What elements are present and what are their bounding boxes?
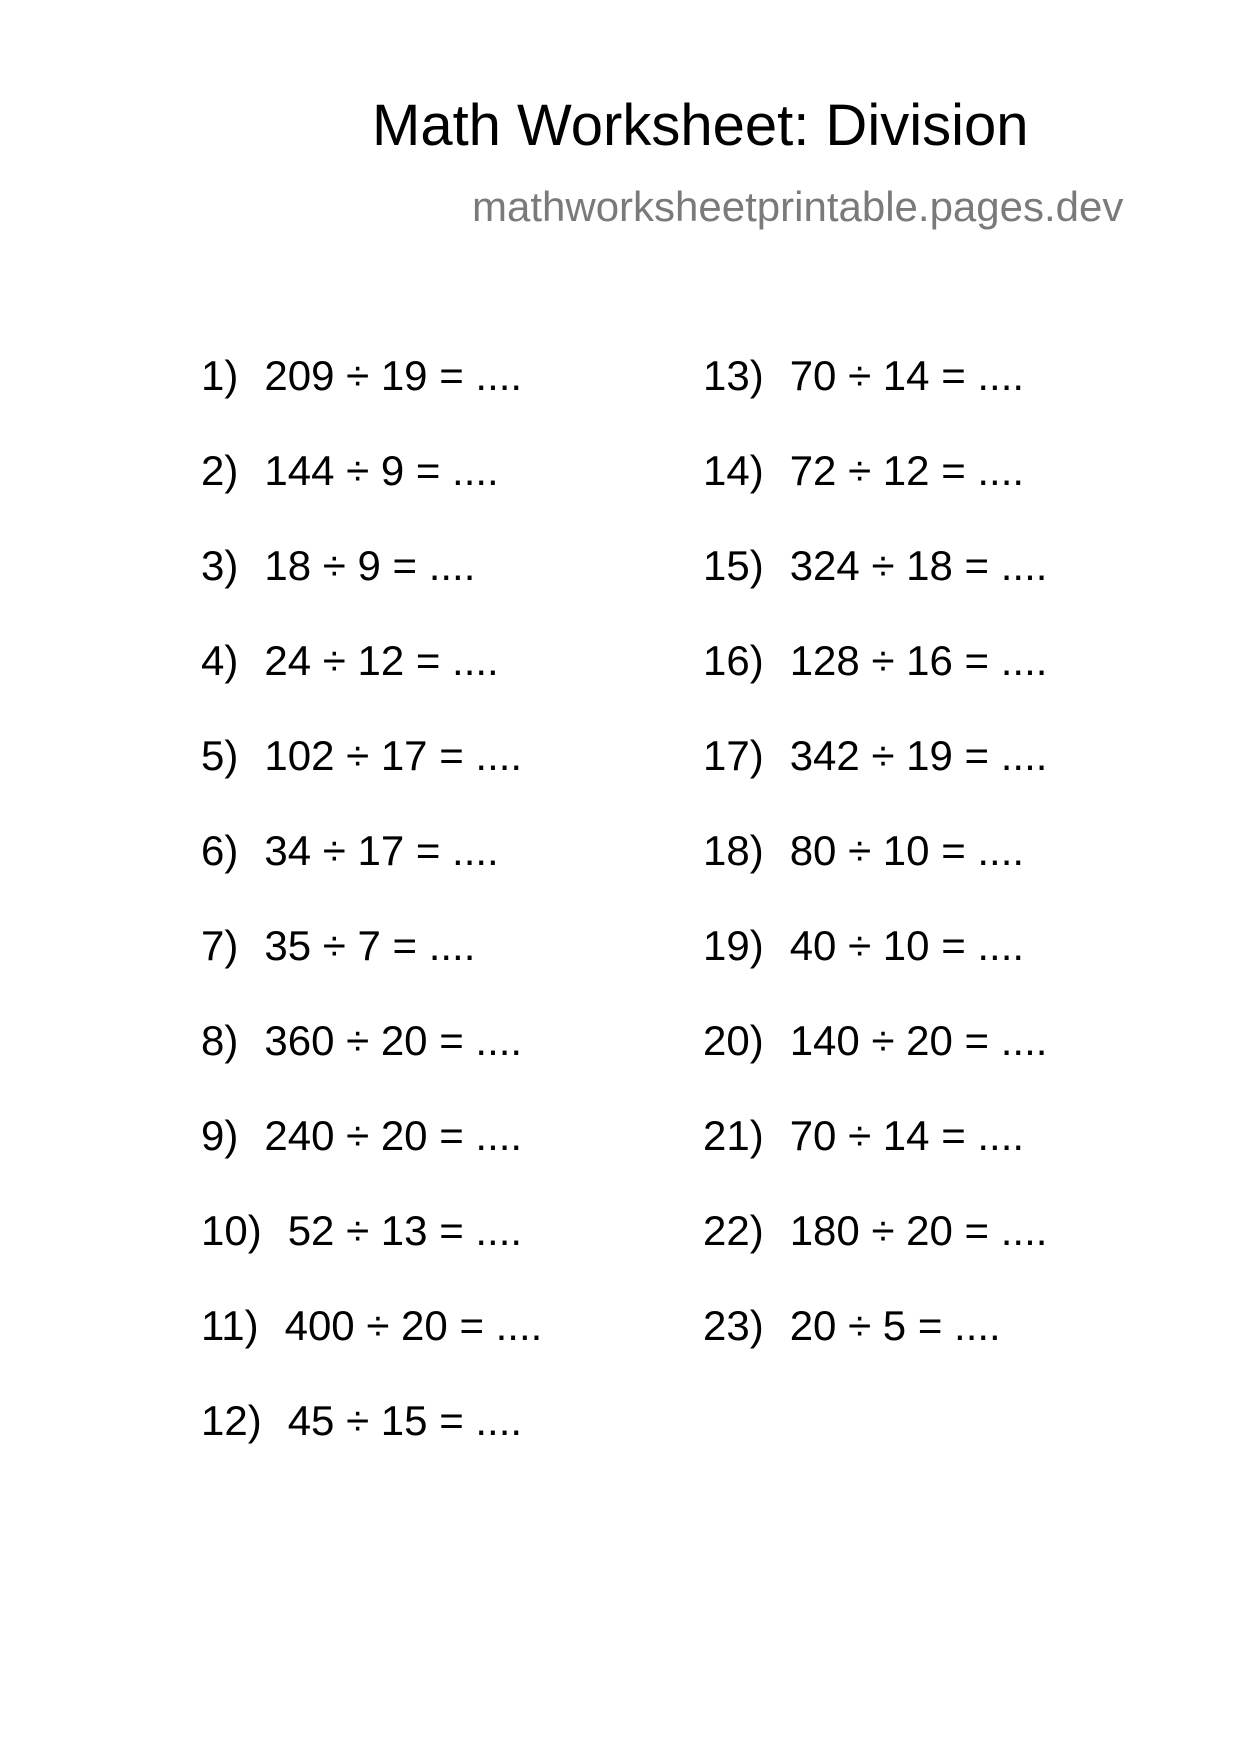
problem-number: 17) bbox=[703, 732, 764, 779]
problem-expression: 70 ÷ 14 = .... bbox=[789, 352, 1025, 399]
problem-item bbox=[201, 542, 476, 589]
problem-item bbox=[201, 1302, 543, 1349]
problem-number: 7) bbox=[201, 922, 239, 969]
problem-item bbox=[201, 1112, 523, 1159]
problem-expression: 18 ÷ 9 = .... bbox=[264, 542, 476, 589]
source-url: mathworksheetprintable.pages.dev bbox=[472, 183, 1124, 230]
problem-expression: 40 ÷ 10 = .... bbox=[789, 922, 1025, 969]
problem-number: 18) bbox=[703, 827, 764, 874]
problem-expression: 180 ÷ 20 = .... bbox=[789, 1207, 1048, 1254]
problem-expression: 144 ÷ 9 = .... bbox=[264, 447, 499, 494]
problem-item bbox=[201, 732, 523, 779]
problem-item bbox=[201, 447, 499, 494]
problem-expression: 34 ÷ 17 = .... bbox=[264, 827, 499, 874]
problem-expression: 45 ÷ 15 = .... bbox=[287, 1397, 523, 1444]
problem-number: 16) bbox=[703, 637, 764, 684]
problem-item bbox=[201, 352, 523, 399]
problem-item bbox=[703, 637, 1048, 684]
problem-number: 13) bbox=[703, 352, 764, 399]
problem-number: 21) bbox=[703, 1112, 764, 1159]
problem-number: 19) bbox=[703, 922, 764, 969]
problem-item bbox=[703, 1017, 1048, 1064]
problem-expression: 52 ÷ 13 = .... bbox=[287, 1207, 523, 1254]
problem-item bbox=[201, 922, 476, 969]
problem-item bbox=[201, 637, 499, 684]
problem-number: 1) bbox=[201, 352, 239, 399]
problem-item bbox=[703, 1302, 1001, 1349]
problem-expression: 140 ÷ 20 = .... bbox=[789, 1017, 1048, 1064]
problem-item bbox=[703, 732, 1048, 779]
problem-number: 5) bbox=[201, 732, 239, 779]
problem-item bbox=[703, 542, 1048, 589]
problem-expression: 72 ÷ 12 = .... bbox=[789, 447, 1025, 494]
problem-item bbox=[703, 1112, 1025, 1159]
problem-number: 11) bbox=[201, 1302, 259, 1349]
problem-expression: 35 ÷ 7 = .... bbox=[264, 922, 476, 969]
problem-number: 3) bbox=[201, 542, 239, 589]
problem-number: 6) bbox=[201, 827, 239, 874]
problem-expression: 240 ÷ 20 = .... bbox=[264, 1112, 523, 1159]
problem-number: 4) bbox=[201, 637, 239, 684]
problem-number: 2) bbox=[201, 447, 239, 494]
problem-item bbox=[201, 827, 499, 874]
problem-expression: 360 ÷ 20 = .... bbox=[264, 1017, 523, 1064]
worksheet-title: Math Worksheet: Division bbox=[372, 93, 1029, 158]
problem-number: 9) bbox=[201, 1112, 239, 1159]
problem-expression: 400 ÷ 20 = .... bbox=[284, 1302, 543, 1349]
problem-number: 14) bbox=[703, 447, 764, 494]
problem-item bbox=[703, 827, 1025, 874]
problem-number: 22) bbox=[703, 1207, 764, 1254]
problem-number: 12) bbox=[201, 1397, 262, 1444]
problem-item bbox=[703, 922, 1025, 969]
problem-item bbox=[703, 447, 1025, 494]
problem-number: 10) bbox=[201, 1207, 262, 1254]
problem-item bbox=[201, 1397, 523, 1444]
problem-expression: 342 ÷ 19 = .... bbox=[789, 732, 1048, 779]
problem-expression: 20 ÷ 5 = .... bbox=[789, 1302, 1001, 1349]
problem-expression: 70 ÷ 14 = .... bbox=[789, 1112, 1025, 1159]
problem-item bbox=[703, 1207, 1048, 1254]
problem-item bbox=[703, 352, 1025, 399]
problem-expression: 128 ÷ 16 = .... bbox=[789, 637, 1048, 684]
problem-expression: 80 ÷ 10 = .... bbox=[789, 827, 1025, 874]
problem-number: 23) bbox=[703, 1302, 764, 1349]
problem-item bbox=[201, 1017, 523, 1064]
problem-expression: 324 ÷ 18 = .... bbox=[789, 542, 1048, 589]
problem-number: 20) bbox=[703, 1017, 764, 1064]
problem-number: 8) bbox=[201, 1017, 239, 1064]
problem-item bbox=[201, 1207, 523, 1254]
problem-expression: 24 ÷ 12 = .... bbox=[264, 637, 499, 684]
problem-expression: 102 ÷ 17 = .... bbox=[264, 732, 523, 779]
problem-number: 15) bbox=[703, 542, 764, 589]
problem-expression: 209 ÷ 19 = .... bbox=[264, 352, 523, 399]
